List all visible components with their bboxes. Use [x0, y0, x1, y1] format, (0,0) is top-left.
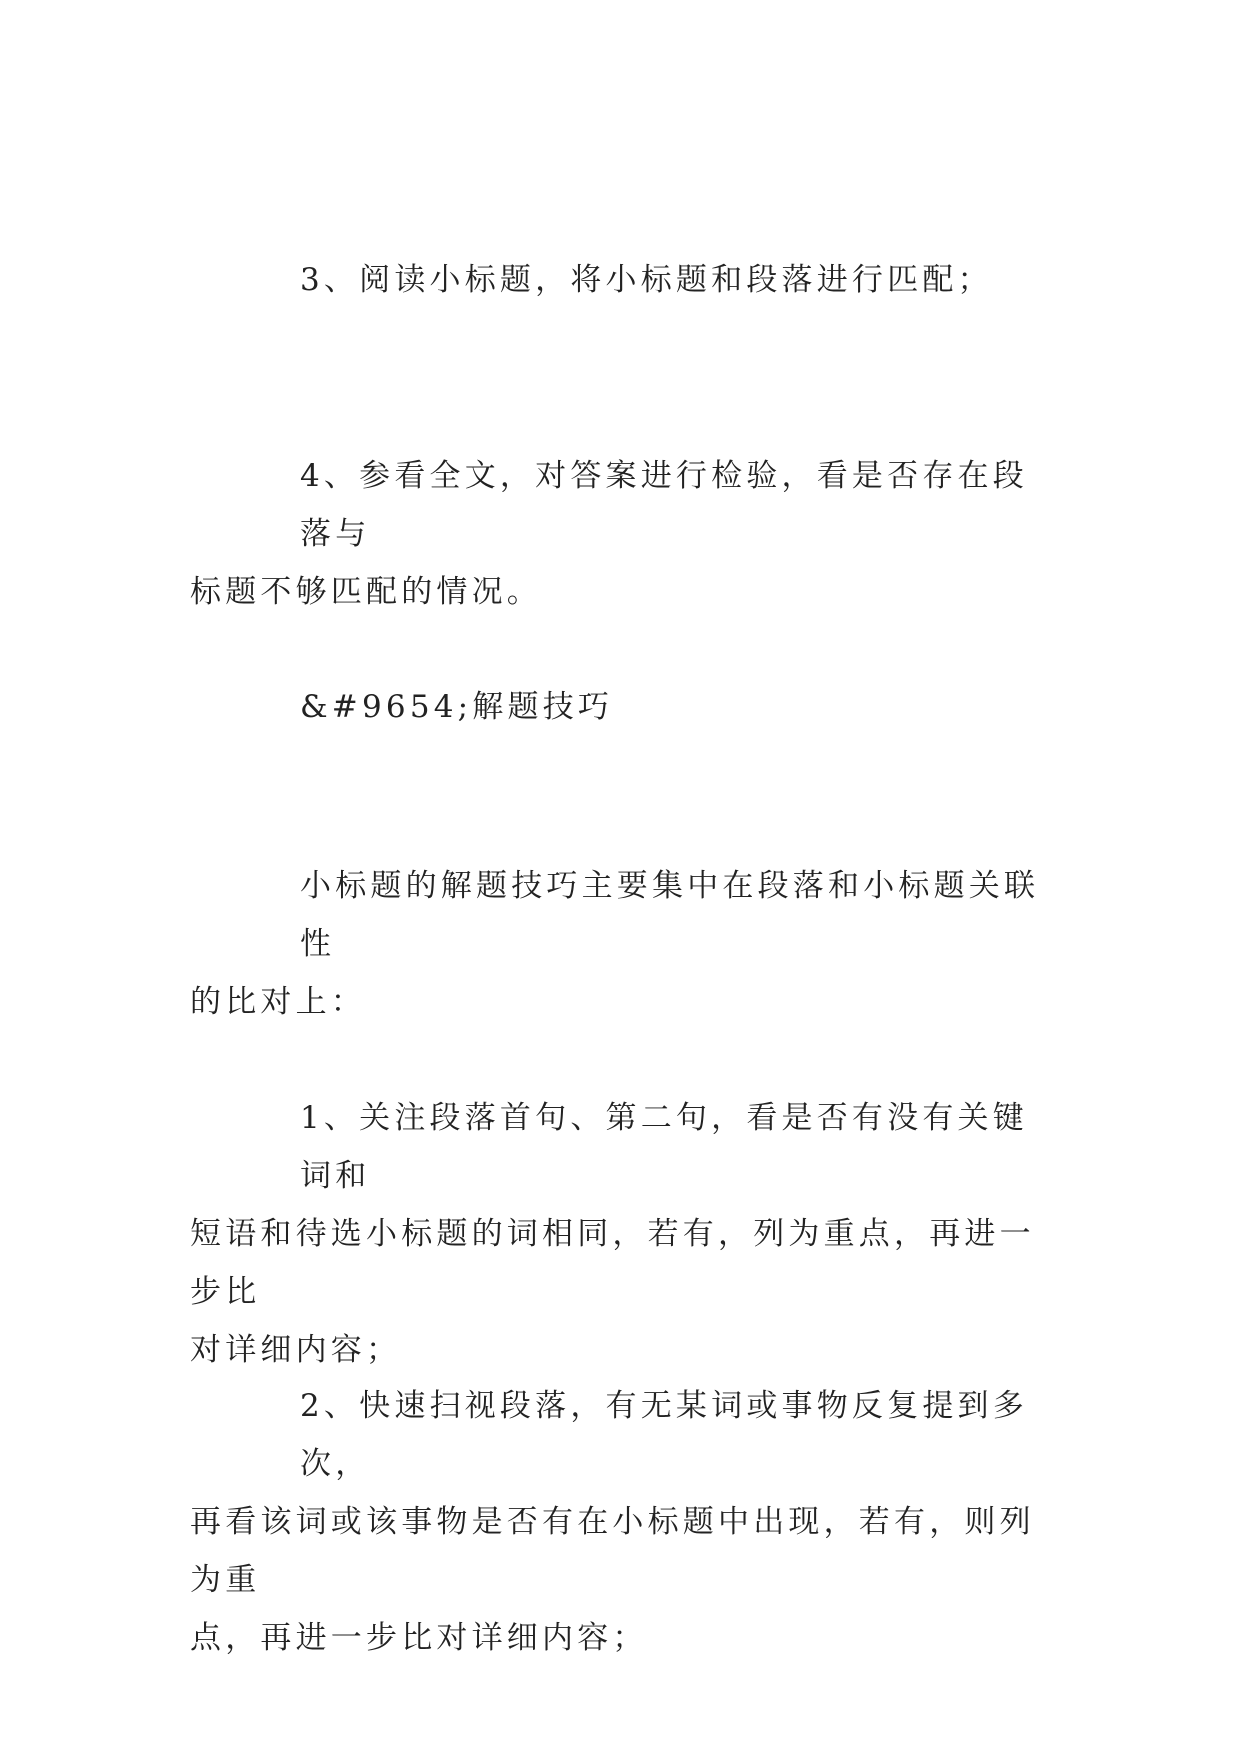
text-line: 3、阅读小标题，将小标题和段落进行匹配； [300, 262, 993, 298]
text-line: 4、参看全文，对答案进行检验，看是否存在段落与 [300, 458, 1028, 552]
text-line: 1、关注段落首句、第二句，看是否有没有关键词和 [300, 1100, 1028, 1194]
text-line: 再看该词或该事物是否有在小标题中出现，若有，则列为重 [190, 1504, 1035, 1598]
text-line: 短语和待选小标题的词相同，若有，列为重点，再进一步比 [190, 1216, 1035, 1310]
text-line: 对详细内容； [190, 1332, 402, 1368]
text-line: 小标题的解题技巧主要集中在段落和小标题关联性 [300, 868, 1040, 962]
section-heading-tips [190, 678, 1050, 736]
paragraph-tip-2 [190, 1377, 1050, 1667]
paragraph-tips-intro [190, 857, 1050, 1031]
text-line: 2、快速扫视段落，有无某词或事物反复提到多次， [300, 1388, 1028, 1482]
paragraph-step-3 [190, 251, 1050, 309]
text-line: 点，再进一步比对详细内容； [190, 1620, 648, 1656]
text-line: &#9654;解题技巧 [300, 689, 614, 725]
text-line: 的比对上： [190, 984, 366, 1020]
paragraph-step-4 [190, 447, 1050, 621]
paragraph-tip-1 [190, 1089, 1050, 1379]
text-line: 标题不够匹配的情况。 [190, 574, 542, 610]
